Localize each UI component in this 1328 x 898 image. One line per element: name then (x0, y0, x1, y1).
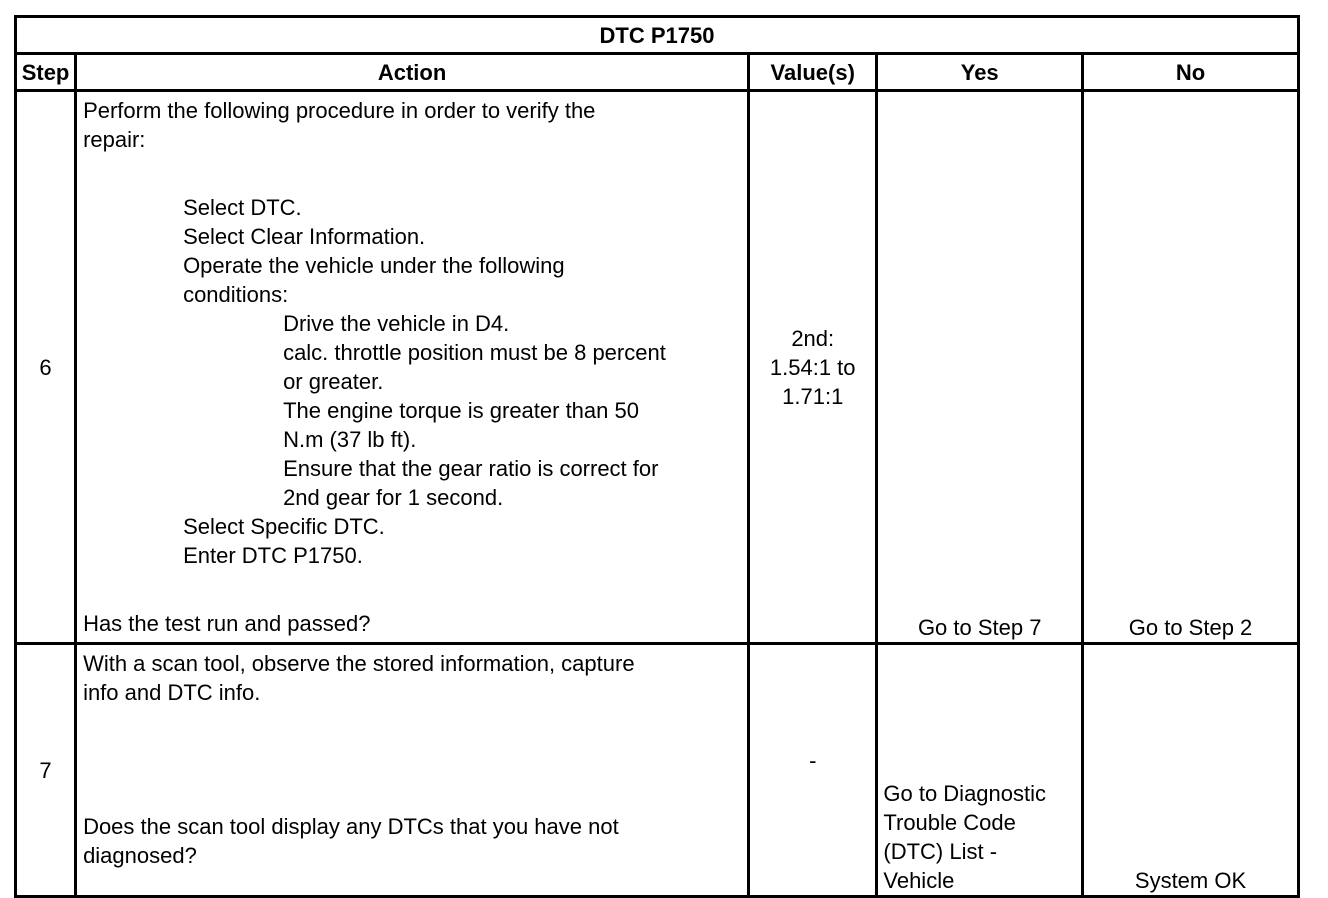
action-cell (76, 644, 749, 897)
table-row (16, 91, 1299, 644)
procedure-step: Operate the vehicle under the following (183, 253, 565, 278)
yes-result-line: (DTC) List - (883, 839, 998, 864)
procedure-substep: The engine torque is greater than 50 (283, 398, 639, 423)
no-result: Go to Step 2 (1128, 615, 1253, 640)
yes-cell (877, 91, 1083, 644)
header-values: Value(s) (749, 54, 877, 91)
procedure-step: Select Clear Information. (183, 224, 426, 249)
action-cell (76, 91, 749, 644)
procedure-substep: or greater. (283, 369, 384, 394)
yes-result-line: Trouble Code (883, 810, 1016, 835)
procedure-substep: 2nd gear for 1 second. (283, 485, 504, 510)
table-row (16, 644, 1299, 897)
value-line: 1.54:1 to (769, 354, 856, 380)
no-cell (1083, 644, 1299, 897)
value-line: 2nd: (791, 325, 835, 351)
values-cell (749, 91, 877, 644)
yes-result-line: Vehicle (883, 868, 955, 893)
table-title: DTC P1750 (16, 17, 1299, 54)
step-number: 7 (16, 644, 76, 897)
action-intro-line: Perform the following procedure in order to verify the (83, 98, 596, 123)
procedure-substep: calc. throttle position must be 8 percent (283, 340, 666, 365)
procedure-substep: N.m (37 lb ft). (283, 427, 417, 452)
procedure-substep: Drive the vehicle in D4. (283, 311, 510, 336)
no-cell (1083, 91, 1299, 644)
yes-cell (877, 644, 1083, 897)
step-number: 6 (16, 91, 76, 644)
no-result: System OK (1134, 868, 1247, 893)
header-yes: Yes (877, 54, 1083, 91)
action-question-line: diagnosed? (83, 843, 197, 868)
yes-result: Go to Step 7 (917, 615, 1042, 640)
procedure-step: Enter DTC P1750. (183, 543, 363, 568)
action-intro-line: repair: (83, 127, 146, 152)
action-question: Has the test run and passed? (83, 611, 371, 636)
values-cell: - (749, 644, 877, 897)
header-no: No (1083, 54, 1299, 91)
yes-result-line: Go to Diagnostic (883, 781, 1047, 806)
header-step: Step (16, 54, 76, 91)
procedure-step: Select Specific DTC. (183, 514, 385, 539)
procedure-substep: Ensure that the gear ratio is correct for (283, 456, 659, 481)
action-intro-line: info and DTC info. (83, 680, 261, 705)
procedure-step: Select DTC. (183, 195, 302, 220)
action-intro-line: With a scan tool, observe the stored information, capture (83, 651, 635, 676)
value-line: 1.71:1 (782, 383, 844, 409)
dtc-table (14, 15, 1300, 898)
header-action: Action (76, 54, 749, 91)
action-question-line: Does the scan tool display any DTCs that you have not (83, 814, 619, 839)
procedure-step: conditions: (183, 282, 289, 307)
